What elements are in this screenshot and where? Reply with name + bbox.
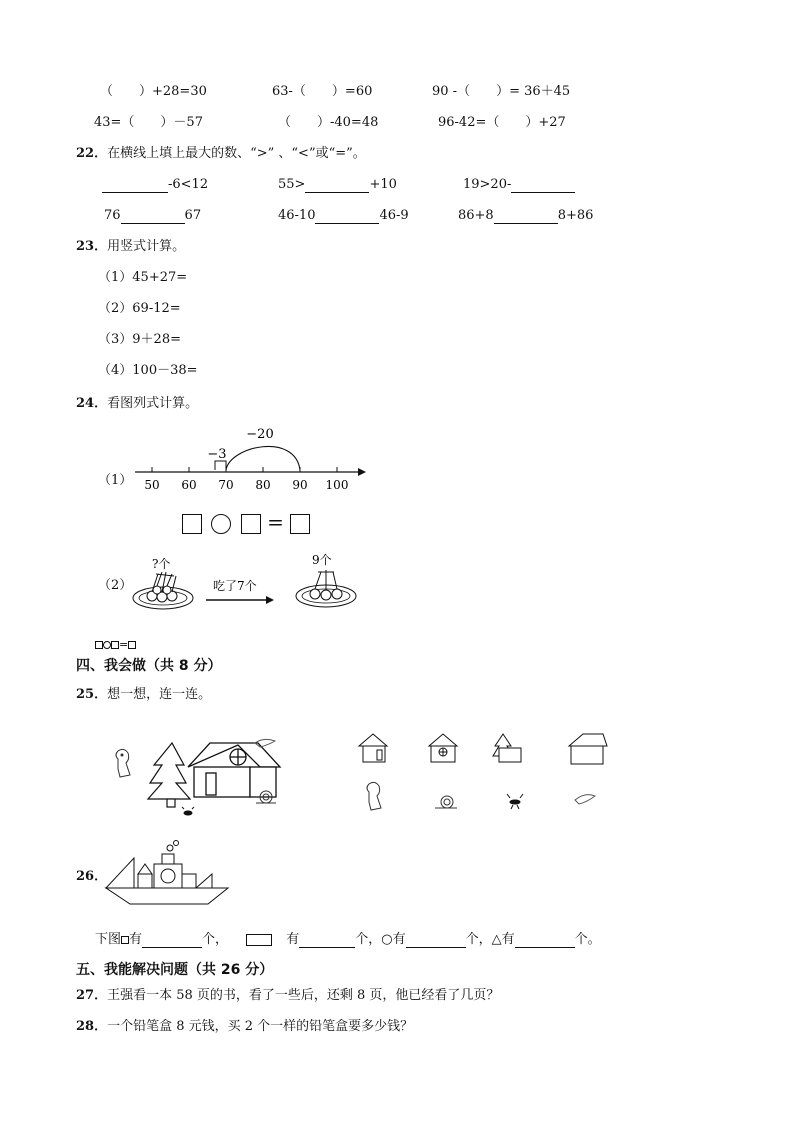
q26-text: 下图 [95,932,122,947]
equals-sign: = [119,638,129,651]
plate-right-label: 9个 [312,553,332,567]
triangle-right [196,874,212,888]
answer-box[interactable] [128,641,136,649]
dog-icon [367,782,381,810]
q22-r1-a-text: -6<12 [168,177,209,192]
ant-icon [182,807,194,815]
arc-small-label: −3 [207,447,227,462]
q22-heading [76,146,366,162]
q22-r1-c [463,177,575,193]
house-window-icon [429,734,457,762]
operator-circle[interactable] [211,514,231,534]
tick-label-70: 70 [218,478,234,492]
q24-number: 24． [76,396,108,411]
cabin-rect [154,864,182,888]
jump-arc-small [215,461,226,470]
smoke-circle [174,841,179,846]
answer-blank[interactable] [315,211,379,224]
q22-r1-b [278,177,397,193]
answer-box[interactable] [241,514,261,534]
fill-r1-b: 63-（ ）=60 [272,84,373,99]
q28-text: 一个铅笔盒 8 元钱，买 2 个一样的铅笔盒要多少钱？ [107,1019,414,1034]
fill-r2-c: 96-42=（ ）+27 [438,115,566,130]
bird-icon [575,795,595,804]
q26-sentence [95,932,601,948]
answer-box[interactable] [111,641,119,649]
square-small [138,874,152,888]
q23-heading [76,239,185,255]
q27-number: 27． [76,988,108,1003]
q28 [76,1019,413,1035]
q22-title: 在横线上填上最大的数、“>” 、“<”或“=”。 [107,146,366,161]
q22-r2-a-right: 67 [184,208,202,223]
tick-label-90: 90 [292,478,308,492]
equals-sign: = [267,510,284,534]
answer-box[interactable] [290,514,310,534]
house-plain-icon [569,734,607,764]
tick-label-60: 60 [181,478,197,492]
house-tree-icon [493,734,521,762]
q23-item-3: （3）9＋28= [98,332,181,347]
porthole-circle [161,869,175,883]
q22-r1-b-right: +10 [369,177,397,192]
q26-text: 个， [202,932,229,947]
q24-heading [76,396,198,412]
triangle-symbol: △ [491,932,502,947]
q22-r2-a [104,208,201,224]
answer-blank[interactable] [511,180,575,193]
q23-number: 23． [76,239,108,254]
q22-r2-c-left: 86+8 [458,208,494,223]
q26-number: 26． [76,869,108,884]
q26-text: 个， [355,932,382,947]
q23-item-4: （4）100－38= [98,363,198,378]
arc-big-label: −20 [246,427,274,442]
answer-box[interactable] [182,514,202,534]
q24-title: 看图列式计算。 [107,396,199,411]
boat-hull [106,888,228,904]
q22-r2-c-right: 8+86 [557,208,594,223]
q28-number: 28． [76,1019,108,1034]
triangle-roof [138,864,152,874]
answer-blank[interactable] [142,935,202,948]
house-door-icon [359,734,387,762]
equation-template [182,510,310,534]
jump-arc-big [226,446,300,470]
q26-text: 个。 [574,932,601,947]
answer-box[interactable] [95,641,103,649]
plate-left-label: ?个 [152,557,171,571]
tick-label-100: 100 [325,478,349,492]
q25-number: 25． [76,687,108,702]
q24-part2-label: （2） [98,578,133,593]
answer-blank[interactable] [121,211,185,224]
square-right [182,874,196,888]
q22-r2-b-right: 46-9 [379,208,409,223]
answer-blank[interactable] [299,935,355,948]
q22-number: 22． [76,146,108,161]
fill-r1-a: （ ）+28=30 [100,84,207,99]
section-4-title: 四、我会做（共 8 分） [76,658,222,674]
cherry-plates-figure [128,552,388,622]
rectangle-symbol [246,934,272,946]
q23-item-1: （1）45+27= [98,270,188,285]
q26-text: 有 [392,932,406,947]
q22-r2-b [278,208,409,224]
tree-icon [148,743,190,807]
section-5-title: 五、我能解决问题（共 26 分） [76,962,274,978]
answer-blank[interactable] [494,211,558,224]
answer-blank[interactable] [406,935,466,948]
q22-r2-c [458,208,593,224]
fill-r2-b: （ ）-40=48 [278,115,379,130]
arrow-head [266,596,274,604]
q26-text: 有 [286,932,300,947]
house-scene-illustration [110,735,290,825]
chimney [162,854,174,864]
fill-r1-c: 90 -（ ）= 36＋45 [432,84,571,99]
answer-blank[interactable] [515,935,575,948]
circle-symbol: ○ [381,932,393,947]
tick-label-80: 80 [255,478,271,492]
tiny-equation [95,637,136,653]
q22-r1-b-left: 55> [278,177,306,192]
smoke-circle [167,845,173,851]
q25-heading [76,687,211,703]
q23-title: 用竖式计算。 [107,239,186,254]
small-square-symbol [121,936,129,944]
dog-icon [116,749,130,777]
q26-text: 有 [129,932,143,947]
triangle-left [106,858,134,888]
q26-text: 有 [501,932,515,947]
ant-icon [507,794,523,809]
boat-figure [104,840,234,910]
q22-r2-a-left: 76 [104,208,121,223]
answer-blank[interactable] [102,180,168,193]
fill-r2-a: 43=（ ）－57 [94,115,203,130]
q22-r2-b-left: 46-10 [278,208,316,223]
number-line [130,424,370,494]
number-line-arrowhead [358,468,366,476]
tick-label-50: 50 [144,478,160,492]
house-icon [188,743,280,797]
q26-text: 个， [465,932,492,947]
q23-item-2: （2）69-12= [98,301,181,316]
operator-circle[interactable] [103,641,111,649]
q22-r1-c-left: 19>20- [463,177,512,192]
q27 [76,988,499,1004]
matching-options [355,730,615,830]
q22-r1-a [102,177,208,193]
arrow-label: 吃了7个 [213,579,257,593]
snail-icon [435,796,457,808]
q25-title: 想一想，连一连。 [107,687,212,702]
q24-part1-label: （1） [98,473,133,488]
q27-text: 王强看一本 58 页的书，看了一些后，还剩 8 页，他已经看了几页？ [107,988,500,1003]
answer-blank[interactable] [305,180,369,193]
